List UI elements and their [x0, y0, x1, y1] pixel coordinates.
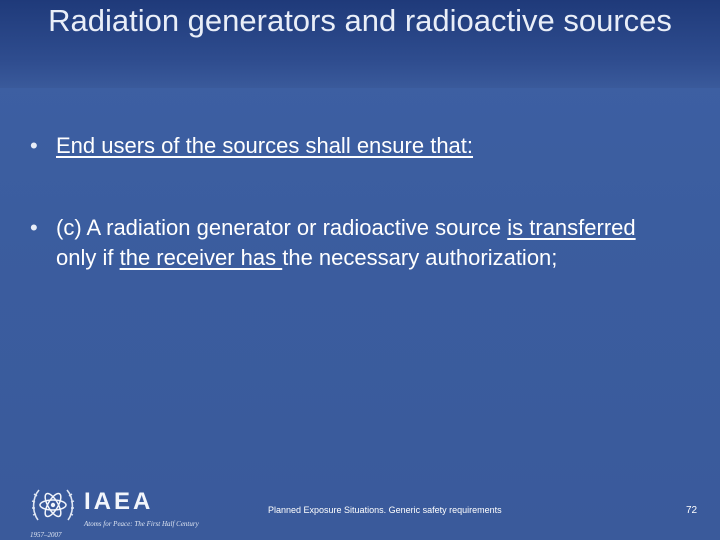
logo-wordmark: IAEA — [84, 488, 154, 515]
bullet-2-part-3: only if — [56, 245, 120, 270]
bullet-dot-icon: • — [30, 215, 38, 240]
atom-emblem-icon — [30, 482, 76, 528]
bullet-1-part-1: End users of the sources shall ensure that: — [56, 133, 474, 158]
bullet-2-part-1: (c) A radiation generator or radioactive source — [56, 215, 508, 240]
bullet-text-1 — [56, 131, 680, 161]
bullet-item-1 — [30, 131, 680, 161]
iaea-logo — [30, 482, 220, 538]
logo-years: 1957–2007 — [30, 531, 62, 539]
footer-text: Planned Exposure Situations. Generic safety requirements — [268, 505, 502, 515]
bullet-2-part-2-underlined: is transferred — [507, 215, 636, 240]
bullet-text-2 — [56, 213, 680, 273]
bullet-2-part-5: the necessary authorization; — [282, 245, 558, 270]
logo-tagline: Atoms for Peace: The First Half Century — [84, 520, 199, 528]
page-number: 72 — [686, 505, 698, 516]
bullet-item-2 — [30, 213, 680, 273]
bullet-dot-icon: • — [30, 133, 38, 158]
bullet-2-part-4-underlined: the receiver has — [119, 245, 283, 270]
slide-title: Radiation generators and radioactive sources — [48, 3, 672, 38]
